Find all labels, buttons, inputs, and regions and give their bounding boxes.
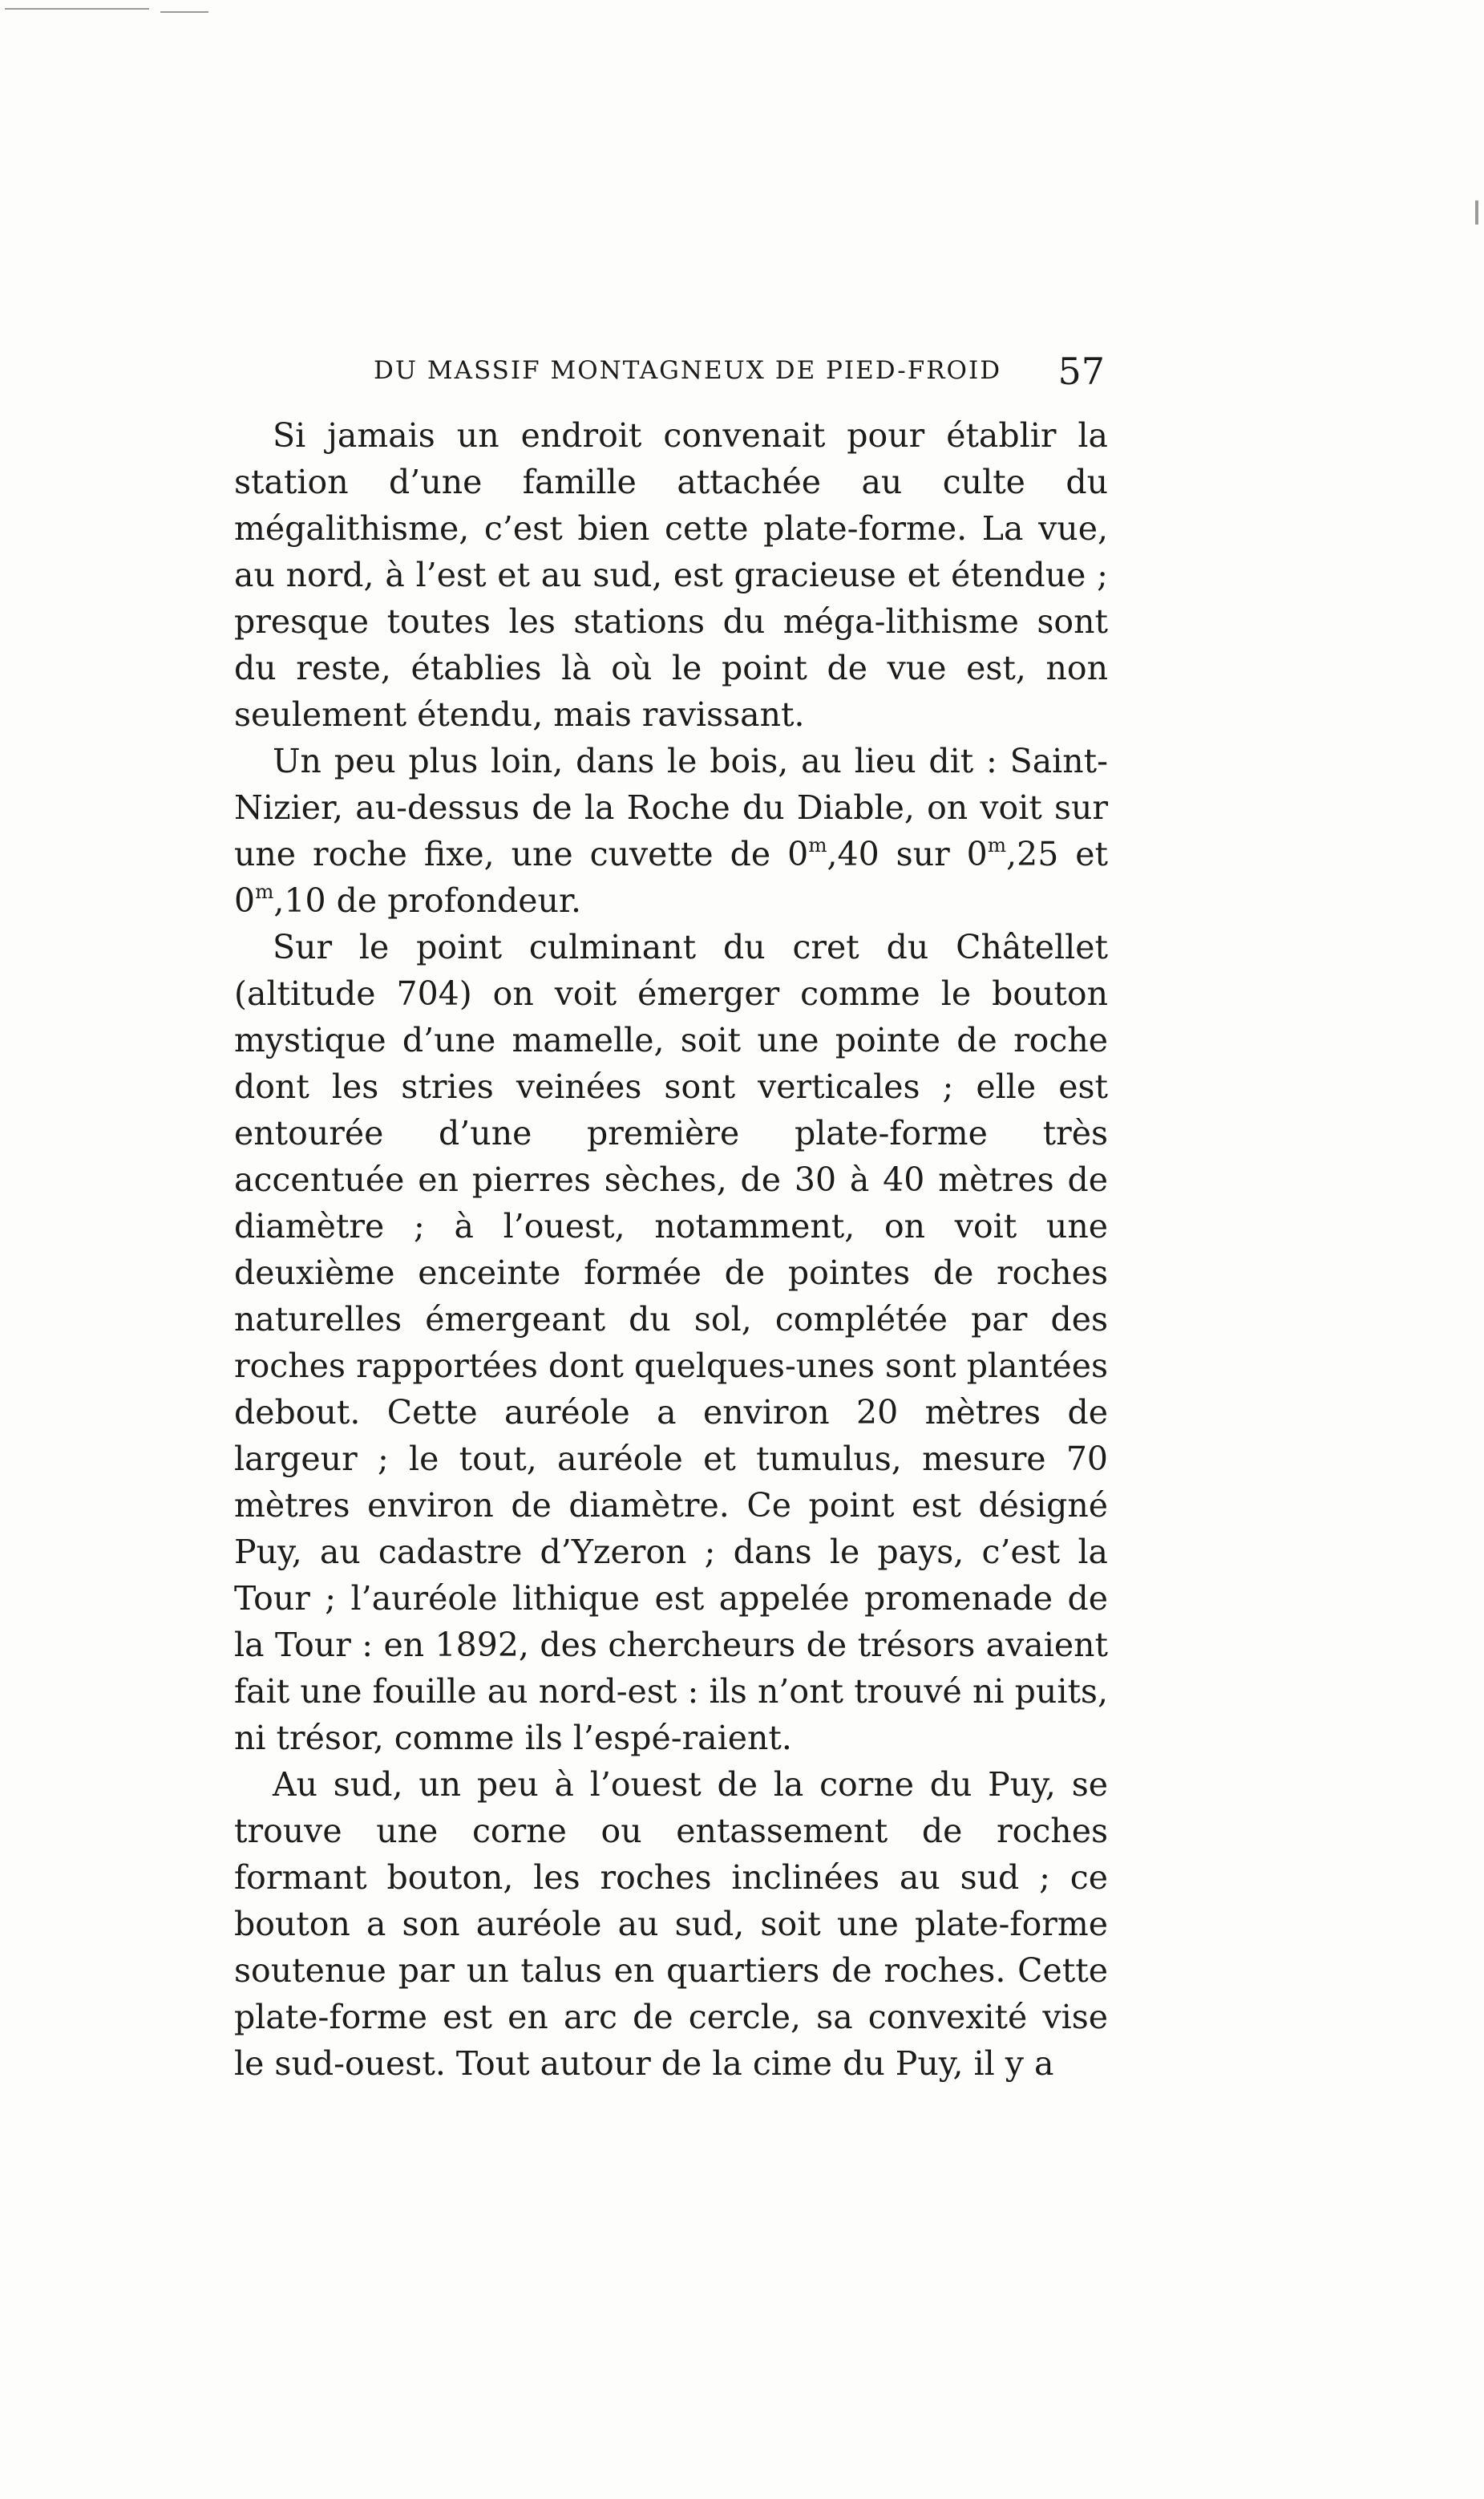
scan-mark bbox=[160, 11, 208, 13]
text-run: Sur le point culminant du cret du Châtellet (altitude 704) on voit émerger comme le bouton mystique d’une mamelle, soit une pointe de roche dont les stries veinées sont verticales ; elle est entourée d’une première plate-forme très accentuée en pierres sèches, de 30 à 40 mètres de diamètre ; à l’ouest, notamment, on voit une deuxième enceinte formée de pointes de roches naturelles émergeant du sol, complétée par des roches rapportées dont quelques-unes sont plantées debout. Cette auréole a environ 20 mètres de largeur ; le tout, auréole et tumulus, mesure 70 mètres environ de diamètre. Ce point est désigné Puy, au cadastre d’Yzeron ; dans le pays, c’est la Tour ; l’auréole lithique est appelée promenade de la Tour : en 1892, des chercheurs de trésors avaient fait une fouille au nord-est : ils n’ont trouvé ni puits, ni trésor, comme ils l’espé-raient. bbox=[234, 928, 1108, 1757]
paragraph bbox=[234, 924, 1108, 1761]
text-run: ,40 sur 0 bbox=[827, 835, 988, 873]
text-run: Au sud, un peu à l’ouest de la corne du Puy, se trouve une corne ou entassement de roches formant bouton, les roches inclinées au sud ; ce bouton a son auréole au sud, soit une plate-forme soutenue par un talus en quartiers de roches. Cette plate-forme est en arc de cercle, sa convexité vise le sud-ouest. Tout autour de la cime du Puy, il y a bbox=[234, 1765, 1108, 2083]
text-run: ,10 de profondeur. bbox=[273, 881, 582, 920]
text-run: Un peu plus loin, dans le bois, au lieu dit : Saint-Nizier, au-dessus de la Roche du Diable, on voit sur une roche fixe, une cuvette de 0 bbox=[234, 742, 1108, 873]
running-title: DU MASSIF MONTAGNEUX DE PIED-FROID bbox=[374, 356, 1002, 385]
text-run: Si jamais un endroit convenait pour établir la station d’une famille attachée au culte du mégalithisme, c’est bien cette plate-forme. La vue, au nord, à l’est et au sud, est gracieuse et étendue ; presque toutes les stations du méga-lithisme sont du reste, établies là où le point de vue est, non seulement étendu, mais ravissant. bbox=[234, 416, 1108, 734]
running-head bbox=[374, 350, 1105, 398]
text-run: ,25 et 0 bbox=[234, 835, 1108, 920]
paragraph bbox=[234, 1761, 1108, 2087]
unit-superscript: m bbox=[987, 832, 1007, 857]
unit-superscript: m bbox=[808, 832, 827, 857]
body-text bbox=[234, 412, 1108, 2087]
page-number: 57 bbox=[1057, 350, 1105, 393]
paragraph bbox=[234, 738, 1108, 924]
scan-mark bbox=[1475, 200, 1478, 225]
scan-mark bbox=[5, 8, 149, 10]
paragraph bbox=[234, 412, 1108, 738]
unit-superscript: m bbox=[255, 879, 274, 903]
